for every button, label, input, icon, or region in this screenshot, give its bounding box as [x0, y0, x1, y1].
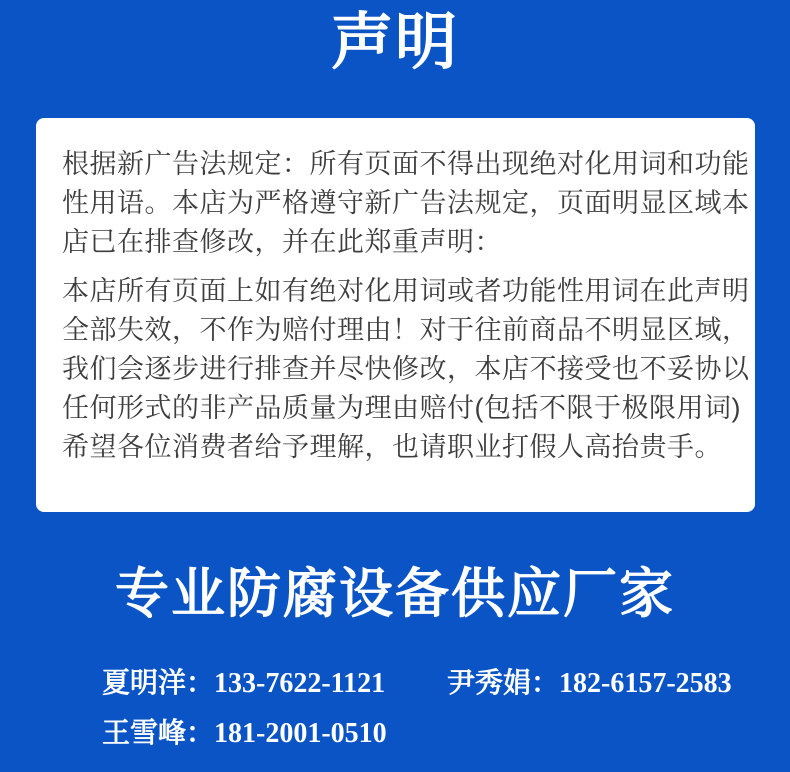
statement-line: 本店所有页面上如有绝对化用词或者功能性用词在此声明 — [62, 276, 750, 306]
contact-name: 王雪峰 — [102, 717, 187, 748]
contact-item — [447, 666, 732, 701]
statement-line: 性用语。本店为严格遵守新广告法规定，页面明显区域本 — [62, 188, 750, 218]
contact-phone: 182-6157-2583 — [559, 668, 732, 699]
contact-phone: 133-7622-1121 — [214, 668, 386, 699]
statement-line: 全部失效，不作为赔付理由！对于往前商品不明显区域， — [62, 315, 750, 345]
page-title: 声明 — [330, 8, 459, 77]
contact-separator: ： — [186, 667, 215, 698]
contact-item — [102, 716, 387, 751]
statement-paragraph-1 — [62, 145, 750, 262]
contact-name: 夏明洋 — [102, 667, 187, 698]
statement-card — [36, 118, 755, 512]
statement-line: 店已在排查修改，并在此郑重声明： — [62, 227, 502, 257]
contact-name: 尹秀娟 — [447, 667, 532, 698]
contact-item — [102, 666, 385, 701]
statement-paragraph-2 — [62, 272, 750, 467]
statement-line: 任何形式的非产品质量为理由赔付(包括不限于极限用词) — [62, 393, 741, 423]
contact-phone: 181-2001-0510 — [214, 718, 387, 749]
contact-separator: ： — [531, 667, 560, 698]
statement-line: 根据新广告法规定：所有页面不得出现绝对化用词和功能 — [62, 149, 750, 179]
statement-line: 希望各位消费者给予理解，也请职业打假人高抬贵手。 — [62, 432, 722, 462]
statement-line: 我们会逐步进行排查并尽快修改，本店不接受也不妥协以 — [62, 354, 750, 384]
contact-separator: ： — [186, 717, 215, 748]
footer-headline: 专业防腐设备供应厂家 — [115, 564, 675, 624]
